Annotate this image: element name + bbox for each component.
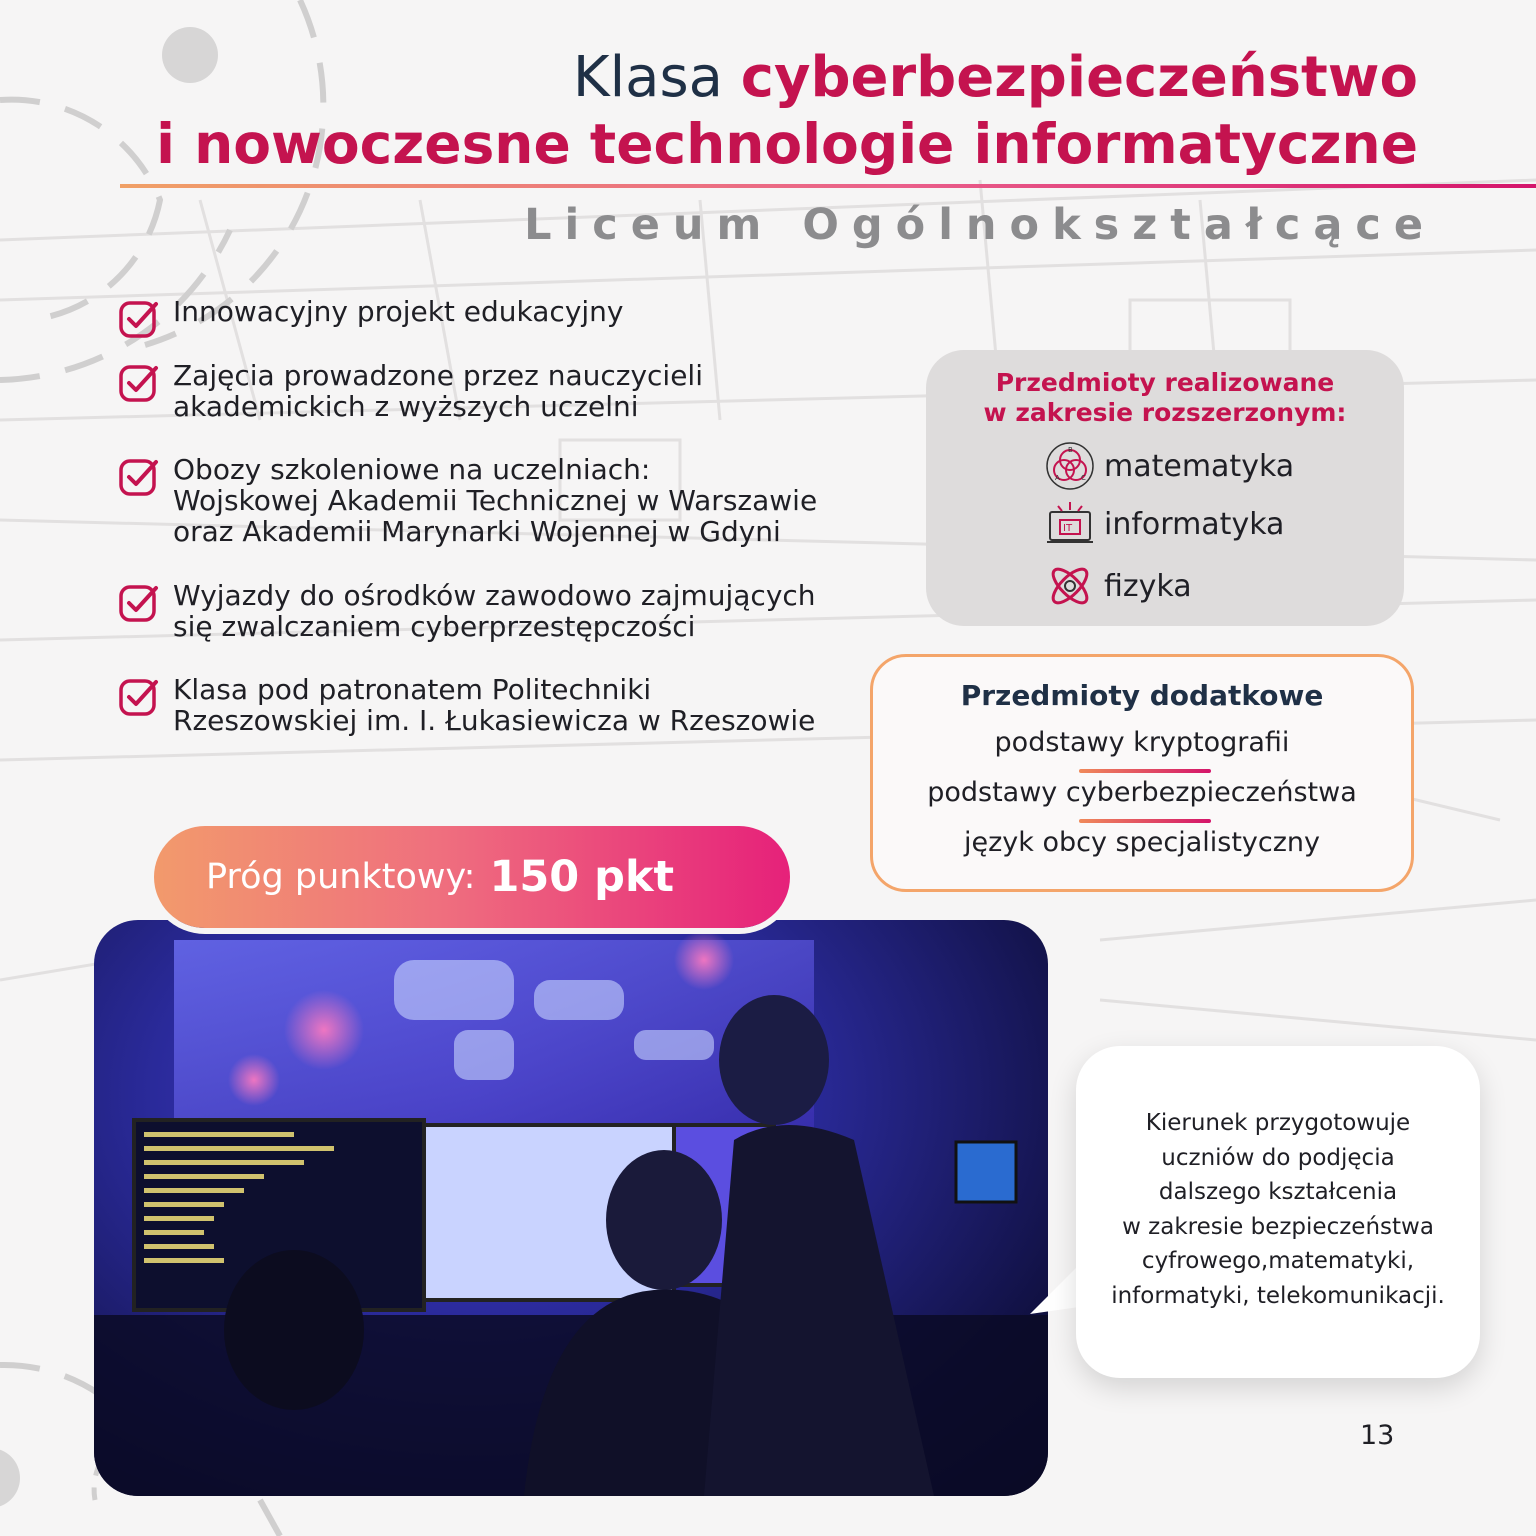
- extended-subject-item: [1044, 498, 1284, 550]
- title-accent: cyberbezpieczeństwo: [740, 45, 1418, 110]
- feature-text: Innowacyjny projekt edukacyjny: [173, 295, 624, 328]
- svg-text:C: C: [1081, 474, 1086, 482]
- extended-subject-label: fizyka: [1104, 568, 1192, 604]
- classroom-photo: [94, 920, 1048, 1496]
- threshold-value: 150 pkt: [489, 852, 675, 902]
- photo-illustration: [94, 920, 1048, 1496]
- additional-subject-item: podstawy kryptografii: [994, 727, 1290, 758]
- checkbox-icon: [118, 362, 160, 404]
- checkbox-icon: [118, 456, 160, 498]
- extended-subject-item: [1044, 560, 1192, 612]
- svg-text:A: A: [1055, 474, 1060, 482]
- points-threshold-badge: [154, 826, 790, 928]
- page-title-line2: i nowoczesne technologie informatyczne: [156, 112, 1418, 176]
- threshold-label: Próg punktowy:: [206, 857, 476, 897]
- feature-item: [118, 580, 816, 642]
- feature-item: [118, 454, 817, 547]
- extended-title-line1: Przedmioty realizowane: [995, 368, 1335, 397]
- page-number: 13: [1360, 1420, 1395, 1451]
- title-prefix: Klasa: [572, 45, 723, 110]
- page-title-line1: [573, 42, 1418, 114]
- checkbox-icon: [118, 582, 160, 624]
- feature-text: Zajęcia prowadzone przez nauczycieli akademickich z wyższych uczelni: [173, 359, 703, 423]
- feature-text: Wyjazdy do ośrodków zawodowo zajmujących się zwalczaniem cyberprzestępczości: [173, 579, 816, 643]
- feature-item: [118, 360, 703, 422]
- atom-icon: [1044, 560, 1096, 612]
- extended-subject-label: informatyka: [1104, 506, 1285, 542]
- svg-text:B: B: [1068, 446, 1073, 454]
- svg-text:IT: IT: [1063, 523, 1073, 534]
- additional-subject-item: podstawy cyberbezpieczeństwa: [927, 777, 1357, 808]
- extended-subjects-title: [926, 368, 1404, 428]
- title-underline: [120, 184, 1536, 188]
- additional-subject-item: język obcy specjalistyczny: [964, 827, 1320, 858]
- venn-diagram-icon: [1044, 440, 1096, 492]
- info-speech-bubble: [1076, 1046, 1480, 1378]
- subject-divider: [1079, 819, 1211, 823]
- checkbox-icon: [118, 298, 160, 340]
- additional-subjects-box: [870, 654, 1414, 892]
- feature-text: Klasa pod patronatem Politechniki Rzeszowskiej im. I. Łukasiewicza w Rzeszowie: [173, 673, 816, 737]
- extended-subject-item: [1044, 440, 1294, 492]
- feature-item: [118, 296, 624, 340]
- feature-text: Obozy szkoleniowe na uczelniach: Wojskowej Akademii Technicznej w Warszawie oraz Akademii Marynarki Wojennej w Gdyni: [173, 453, 818, 548]
- extended-title-line2: w zakresie rozszerzonym:: [983, 398, 1347, 427]
- extended-subject-label: matematyka: [1104, 448, 1295, 484]
- it-computer-icon: [1044, 498, 1096, 550]
- info-bubble-text: Kierunek przygotowuje uczniów do podjęcia dalszego kształcenia w zakresie bezpieczeństwa cyfrowego,matematyki, informatyki, telekomunikacji.: [1111, 1110, 1445, 1309]
- checkbox-icon: [118, 676, 160, 718]
- additional-subjects-title: Przedmioty dodatkowe: [960, 679, 1324, 712]
- extended-subjects-box: [926, 350, 1404, 626]
- subject-divider: [1079, 769, 1211, 773]
- feature-item: [118, 674, 815, 736]
- school-type-subtitle: Liceum Ogólnokształcące: [524, 200, 1436, 250]
